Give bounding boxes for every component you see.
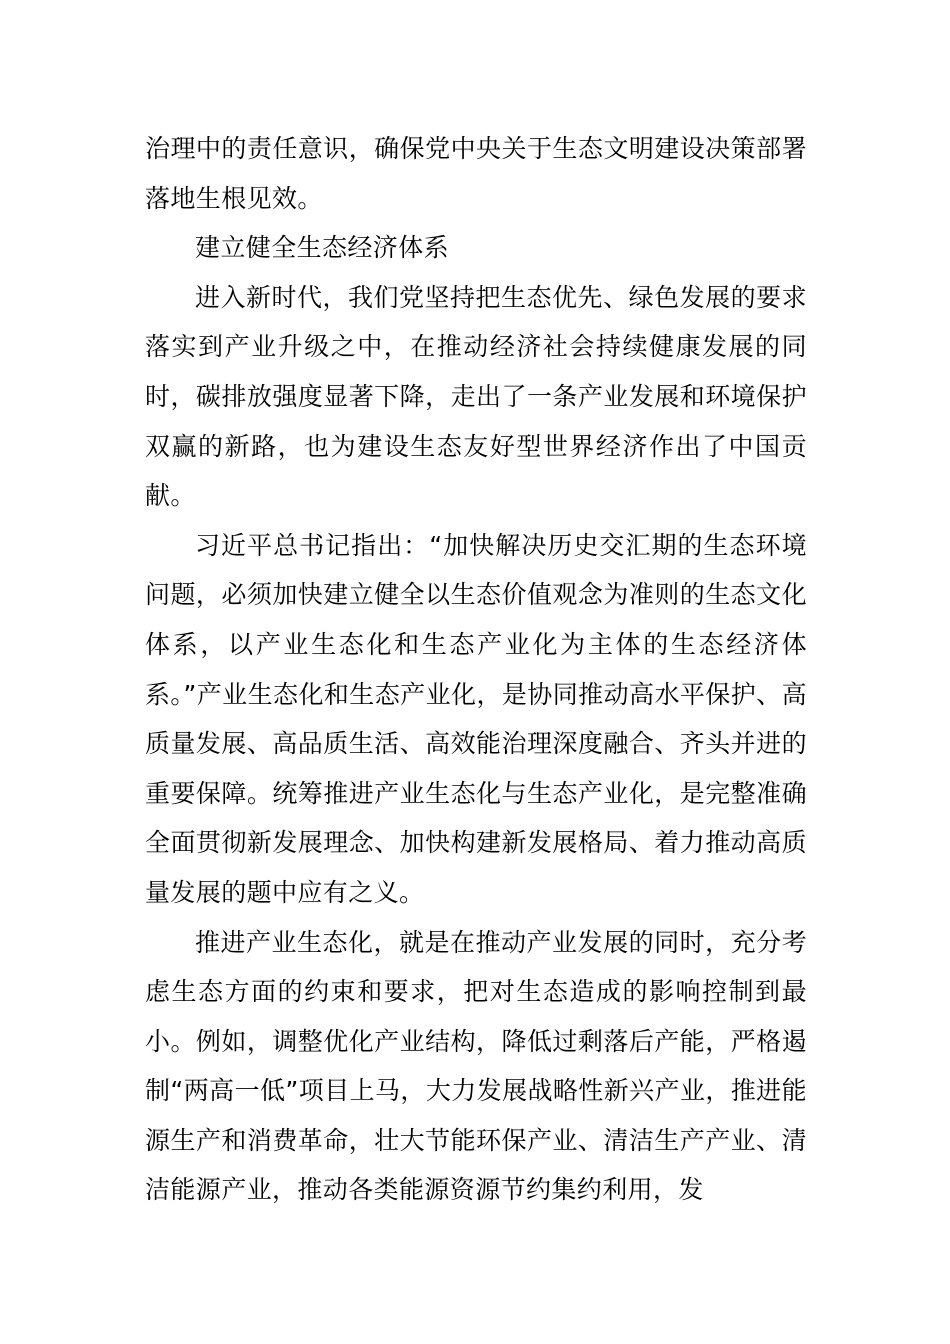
document-body	[145, 124, 807, 1215]
paragraph-continued: 治理中的责任意识，确保党中央关于生态文明建设决策部署落地生根见效。	[145, 134, 807, 213]
paragraph: 进入新时代，我们党坚持把生态优先、绿色发展的要求落实到产业升级之中，在推动经济社会持续健康发展的同时，碳排放强度显著下降，走出了一条产业发展和环境保护双赢的新路，也为建设生态友好型世界经济作出了中国贡献。	[145, 282, 807, 511]
paragraph: 习近平总书记指出：“加快解决历史交汇期的生态环境问题，必须加快建立健全以生态价值观念为准则的生态文化体系，以产业生态化和生态产业化为主体的生态经济体系。”产业生态化和生态产业化，是协同推动高水平保护、高质量发展、高品质生活、高效能治理深度融合、齐头并进的重要保障。统筹推进产业生态化与生态产业化，是完整准确全面贯彻新发展理念、加快构建新发展格局、着力推动高质量发展的题中应有之义。	[145, 530, 807, 907]
section-heading: 建立健全生态经济体系	[195, 233, 450, 263]
paragraph: 推进产业生态化，就是在推动产业发展的同时，充分考虑生态方面的约束和要求，把对生态造成的影响控制到最小。例如，调整优化产业结构，降低过剩落后产能，严格遏制“两高一低”项目上马，大力发展战略性新兴产业，推进能源生产和消费革命，壮大节能环保产业、清洁生产产业、清洁能源产业，推动各类能源资源节约集约利用，发	[145, 927, 807, 1205]
